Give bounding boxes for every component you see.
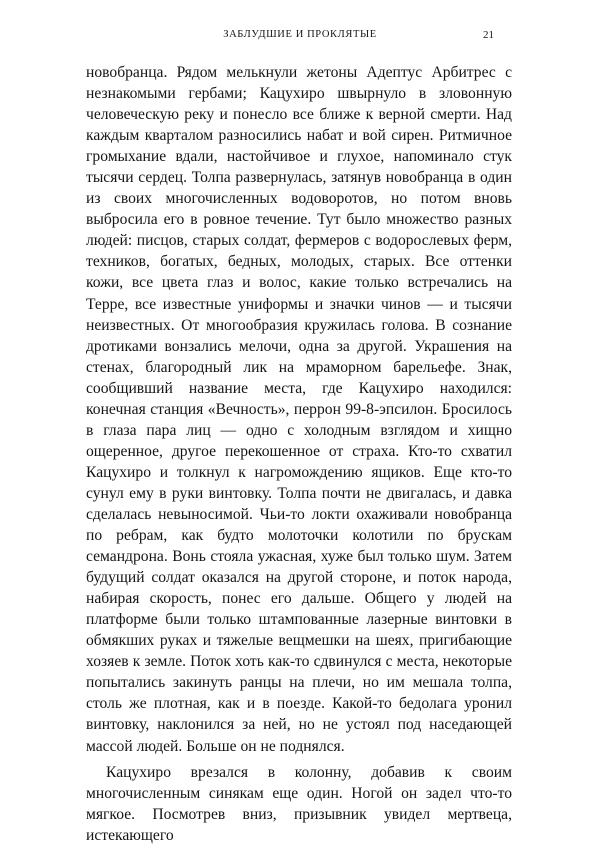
running-title: ЗАБЛУДШИЕ И ПРОКЛЯТЫЕ [223, 29, 377, 40]
paragraph: Кацухиро врезался в колонну, добавив к своим многочисленным синякам еще один. Ногой он задел что-то мягкое. Посмотрев вниз, призывник увидел мертвеца, истекающего [86, 763, 512, 844]
page-number: 21 [483, 29, 494, 41]
paragraph: новобранца. Рядом мелькнули жетоны Адептус Арбитрес с незнакомыми гербами; Кацухиро швырнуло в зловонную человеческую реку и понесло все ближе к верной смерти. Над каждым кварталом разносились набат и вой сирен. Ритмичное громыхание вдали, настойчивое и глухое, напоминало стук тысячи сердец. Толпа развернулась, затянув новобранца в один из своих многочисленных водоворотов, но потом вновь выбросила его в ровное течение. Тут было множество разных людей: писцов, старых солдат, фермеров с водорослевых ферм, техников, богатых, бедных, молодых, старых. Все оттенки кожи, все цвета глаз и волос, какие только встречались на Терре, все известные униформы и значки чинов — и тысячи неизвестных. От многообразия кружилась голова. В сознание дротиками вонзались мелочи, одна за другой. Украшения на стенах, благородный лик на мраморном барельефе. Знак, сообщивший название места, где Кацухиро находился: конечная станция «Вечность», перрон 99-8-эпсилон. Бросилось в глаза пара лиц — одно с холодным взглядом и хищно ощеренное, другое перекошенное от страха. Кто-то схватил Кацухиро и толкнул к нагромождению ящиков. Еще кто-то сунул ему в руки винтовку. Толпа почти не двигалась, и давка сделалась невыносимой. Чьи-то локти охаживали новобранца по ребрам, как будто молоточки колотили по брускам семандрона. Вонь стояла ужасная, хуже был только шум. Затем будущий солдат оказался на другой стороне, и поток народа, набирая скорость, понес его дальше. Общего у людей на платформе были только штампованные лазерные винтовки в обмякших руках и тяжелые вещмешки на шеях, пригибающие хозяев к земле. Поток хоть как-то сдвинулся с места, некоторые попытались закинуть ранцы на плечи, но им мешала толпа, столь же плотная, как и в поезде. Какой-то бедолага уронил винтовку, наклонился за ней, но не устоял под наседающей массой людей. Больше он не поднялся. [86, 64, 512, 755]
body-text [86, 62, 512, 846]
running-head [0, 27, 600, 43]
